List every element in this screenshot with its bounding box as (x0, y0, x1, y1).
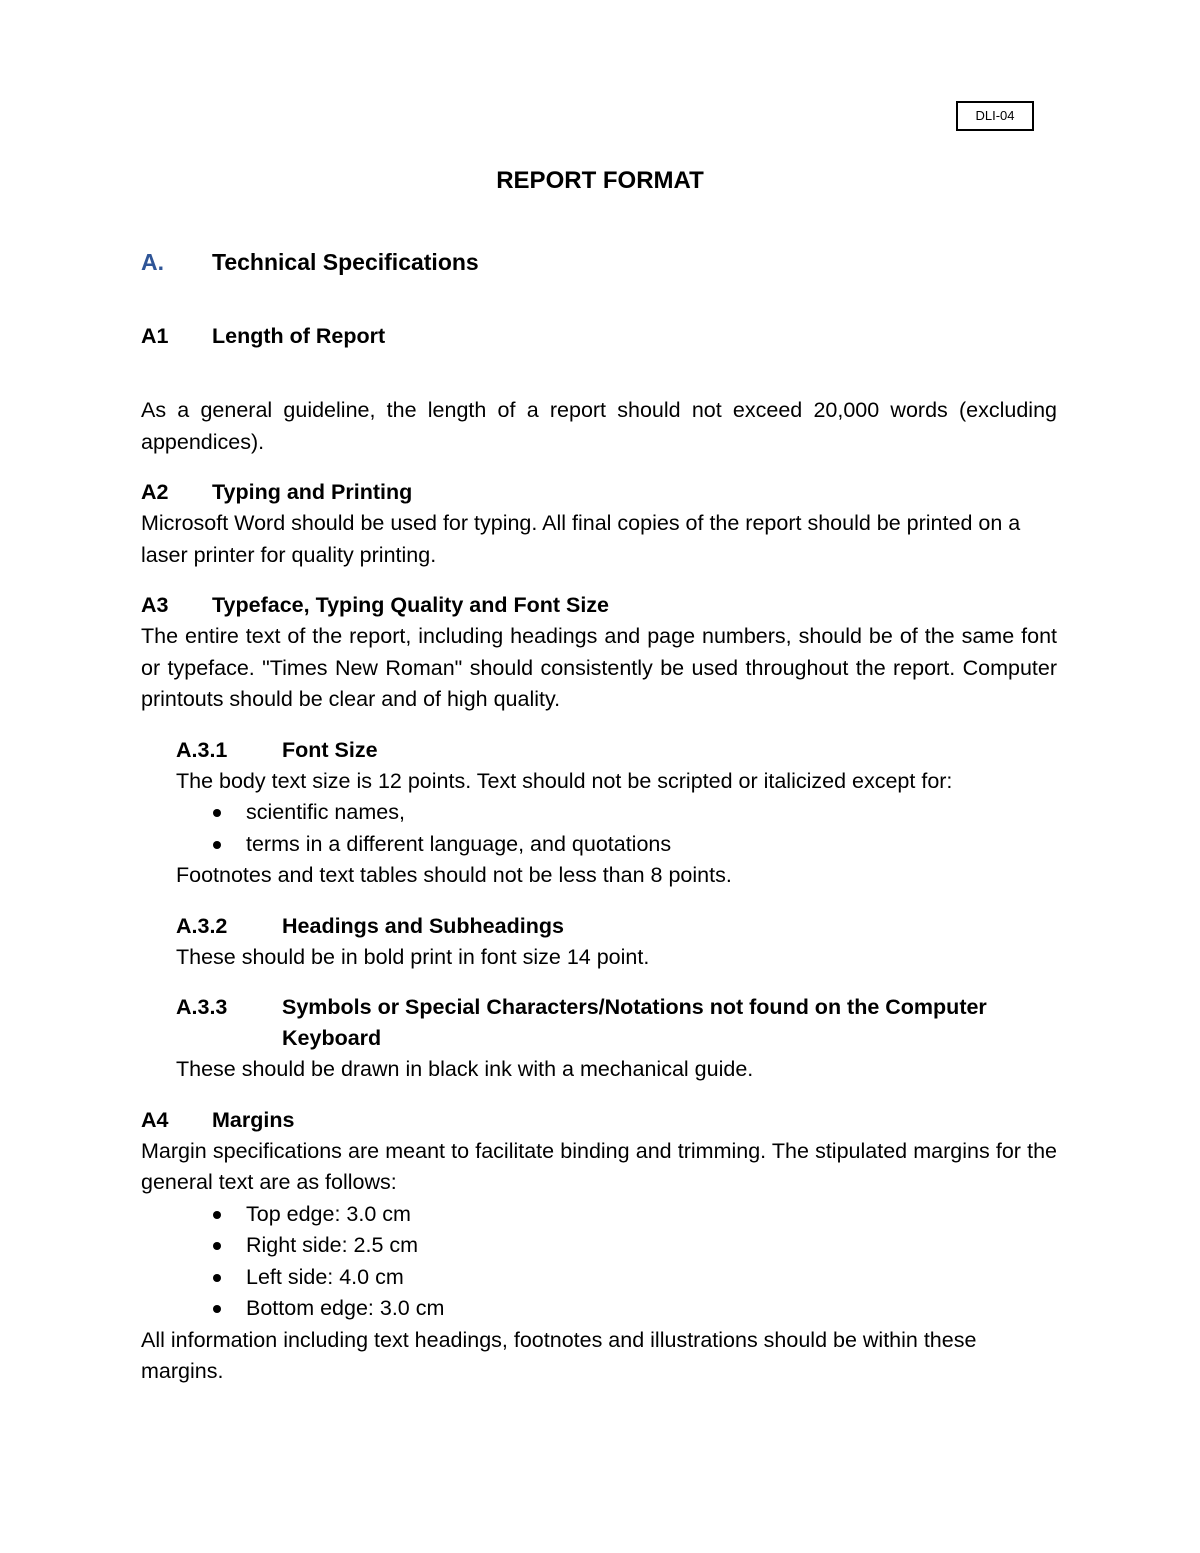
a33-body: These should be drawn in black ink with a mechanical guide. (176, 1057, 754, 1081)
list-item: Left side: 4.0 cm (141, 1262, 1057, 1294)
a31-bullet-list (176, 797, 1057, 860)
document-code: DLI-04 (975, 108, 1015, 123)
a31-heading (176, 735, 1057, 766)
a2-number: A2 (141, 480, 169, 504)
a31-number: A.3.1 (176, 737, 228, 762)
bullet-icon (213, 1274, 221, 1282)
section-a-title: Technical Specifications (212, 249, 479, 275)
a31-after: Footnotes and text tables should not be less than 8 points. (176, 863, 732, 887)
a2-body: Microsoft Word should be used for typing. All final copies of the report should be printed on a laser printer for quality printing. (141, 511, 1021, 567)
a4-heading (141, 1105, 1057, 1136)
a33-number: A.3.3 (176, 995, 228, 1019)
a33-block (176, 992, 1057, 1086)
document-code-box (956, 101, 1034, 131)
bullet-icon (213, 1242, 221, 1250)
page-title: REPORT FORMAT (496, 167, 704, 194)
a4-after: All information including text headings, footnotes and illustrations should be within these margins. (141, 1327, 977, 1383)
a33-heading (176, 992, 1057, 1054)
list-item: Top edge: 3.0 cm (141, 1199, 1057, 1231)
a1-body: As a general guideline, the length of a report should not exceed 20,000 words (excluding appendices). (141, 398, 1057, 454)
a4-bullet-list (141, 1199, 1057, 1325)
bullet-icon (213, 1211, 221, 1219)
list-item: Right side: 2.5 cm (141, 1230, 1057, 1262)
a2-title: Typing and Printing (212, 480, 413, 504)
a2-heading (141, 477, 1057, 508)
a33-title: Symbols or Special Characters/Notations not found on the Computer Keyboard (282, 995, 987, 1050)
a1-title: Length of Report (212, 324, 386, 348)
a3-number: A3 (141, 593, 169, 617)
a32-number: A.3.2 (176, 913, 228, 938)
a4-title: Margins (212, 1107, 295, 1132)
list-item: scientific names, (176, 797, 1057, 829)
a31-block (176, 735, 1057, 892)
a1-number: A1 (141, 324, 169, 348)
a4-number: A4 (141, 1107, 169, 1132)
bullet-icon (213, 809, 221, 817)
a4-intro: Margin specifications are meant to facilitate binding and trimming. The stipulated margins for the general text are as follows: (141, 1138, 1057, 1194)
list-item: Bottom edge: 3.0 cm (141, 1293, 1057, 1325)
a31-intro: The body text size is 12 points. Text should not be scripted or italicized except for: (176, 768, 953, 793)
bullet-icon (213, 841, 221, 849)
a32-body: These should be in bold print in font size 14 point. (176, 944, 650, 969)
a32-heading (176, 911, 1057, 942)
a32-block (176, 911, 1057, 974)
a31-title: Font Size (282, 737, 378, 762)
document-body (141, 243, 1057, 1388)
a32-title: Headings and Subheadings (282, 913, 564, 938)
a3-heading (141, 590, 1057, 621)
section-a-number: A. (141, 249, 164, 275)
a3-title: Typeface, Typing Quality and Font Size (212, 593, 610, 617)
bullet-icon (213, 1305, 221, 1313)
a3-body: The entire text of the report, including headings and page numbers, should be of the same font or typeface. "Times New Roman" should consistently be used throughout the report. Computer printouts should be clear and of high quality. (141, 624, 1057, 711)
section-a-heading (141, 243, 1057, 281)
a1-heading (141, 321, 1057, 352)
list-item: terms in a different language, and quotations (176, 829, 1057, 861)
